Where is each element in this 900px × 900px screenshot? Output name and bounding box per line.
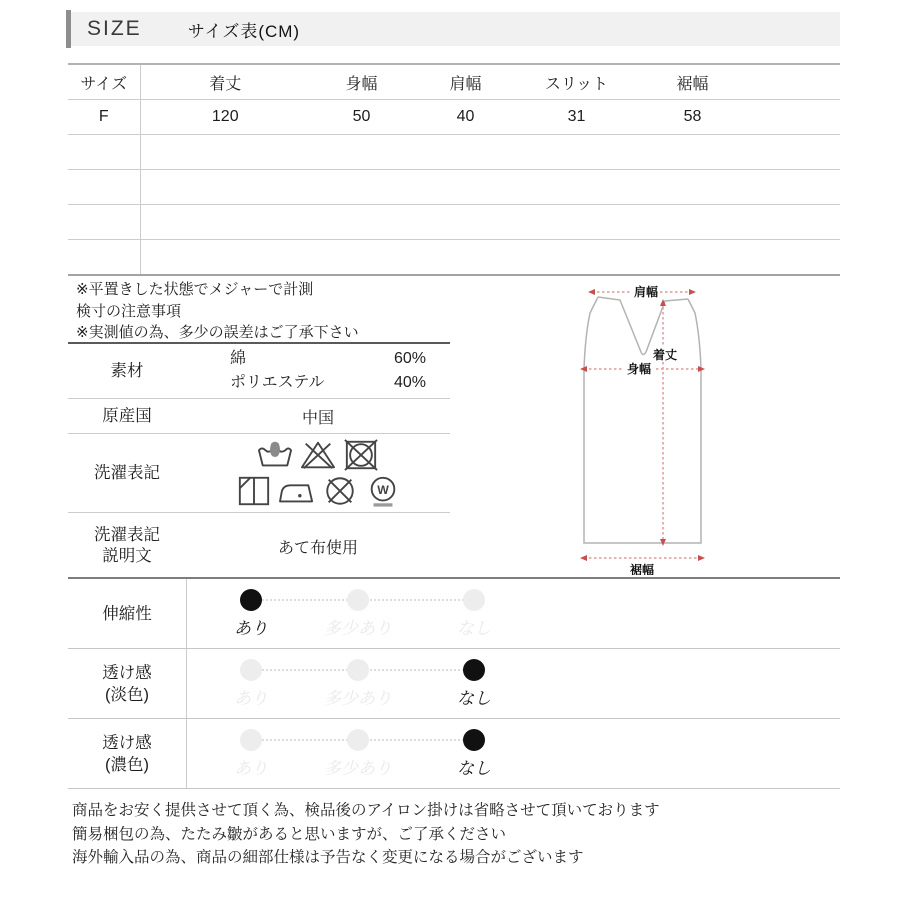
stretch-label: 伸縮性	[102, 604, 152, 623]
cell-shoulder: 40	[413, 100, 518, 135]
option-label: なし	[457, 619, 491, 638]
iron-low-heat-icon	[278, 474, 316, 508]
sheerness-light-row	[68, 649, 840, 719]
product-details-table	[68, 342, 450, 579]
material-row	[68, 344, 450, 399]
cell-slit: 31	[518, 100, 635, 135]
disclaimer-line: 商品をお安く提供させて頂く為、検品後のアイロン掛けは省略させて頂いております	[72, 802, 660, 819]
disclaimer-line: 簡易梱包の為、たたみ皺があると思いますが、ご了承ください	[72, 825, 507, 843]
measurement-notes	[76, 279, 359, 344]
col-header-hem: 裾幅	[635, 64, 750, 100]
option-dot	[463, 659, 485, 681]
garment-measurement-diagram	[510, 275, 840, 575]
origin-value: 中国	[301, 409, 334, 427]
col-header-length: 着丈	[140, 64, 310, 100]
option-dot	[240, 589, 262, 611]
option-ari	[234, 589, 268, 639]
length-label: 着丈	[652, 348, 678, 362]
col-header-shoulder: 肩幅	[413, 64, 518, 100]
section-header	[66, 10, 840, 48]
material-name: 綿	[230, 350, 247, 367]
col-header-slit: スリット	[518, 64, 635, 100]
size-table	[68, 63, 840, 276]
property-indicators	[68, 577, 840, 789]
no-tumble-dry-icon	[342, 438, 380, 472]
option-dot	[347, 659, 369, 681]
sheerness-dark-sublabel: (濃色)	[105, 755, 149, 774]
cell-hem: 58	[635, 100, 750, 135]
disclaimer-text	[72, 799, 660, 870]
care-symbols-label: 洗濯表記	[94, 463, 160, 482]
empty-row	[68, 205, 840, 240]
option-nashi	[457, 589, 491, 639]
material-percent: 40%	[393, 374, 426, 391]
option-label: あり	[234, 759, 268, 778]
shoulder-width-measure	[588, 284, 696, 299]
material-name: ポリエステル	[230, 374, 325, 391]
note-line: ※平置きした状態でメジャーで計測	[76, 281, 314, 298]
page-title: サイズ表(CM)	[187, 21, 301, 41]
col-header-body-width: 身幅	[310, 64, 413, 100]
stretch-row	[68, 579, 840, 649]
option-label: 多少あり	[324, 689, 392, 708]
option-label: なし	[457, 759, 491, 778]
vest-outline	[584, 297, 701, 543]
option-dot	[240, 659, 262, 681]
wet-clean-gentle-icon	[364, 474, 402, 508]
hem-width-label: 裾幅	[629, 563, 655, 575]
option-dot	[347, 729, 369, 751]
disclaimer-line: 海外輸入品の為、商品の細部仕様は予告なく変更になる場合がございます	[72, 849, 584, 866]
hem-width-measure	[580, 555, 705, 575]
origin-label: 原産国	[102, 406, 152, 425]
option-label: なし	[457, 689, 491, 708]
option-tashou-ari	[324, 589, 392, 639]
option-tashou-ari	[324, 659, 392, 709]
body-width-measure	[580, 361, 705, 376]
material-label: 素材	[110, 361, 144, 380]
origin-row	[68, 399, 450, 434]
material-item	[186, 347, 450, 371]
option-label: 多少あり	[324, 759, 392, 778]
care-symbols-row	[68, 434, 450, 513]
empty-row	[68, 170, 840, 205]
option-dot	[463, 729, 485, 751]
option-nashi	[457, 659, 491, 709]
option-dot	[240, 729, 262, 751]
no-dry-clean-icon	[321, 474, 359, 508]
option-label: 多少あり	[324, 619, 392, 638]
length-measure	[650, 299, 680, 546]
header-bar	[71, 12, 840, 46]
hand-wash-icon	[256, 438, 294, 472]
care-note-label-line1: 洗濯表記	[94, 526, 160, 544]
svg-text:W: W	[376, 482, 389, 497]
line-dry-in-shade-icon	[235, 474, 273, 508]
material-percent: 60%	[393, 350, 426, 367]
sheerness-dark-row	[68, 719, 840, 789]
header-badge: SIZE	[87, 17, 142, 40]
option-dot	[463, 589, 485, 611]
option-nashi	[457, 729, 491, 779]
option-ari	[234, 729, 268, 779]
size-table-header-row	[68, 64, 840, 100]
empty-row	[68, 135, 840, 170]
note-line: 検寸の注意事項	[76, 302, 182, 320]
shoulder-width-label: 肩幅	[633, 285, 659, 299]
col-header-size: サイズ	[68, 64, 140, 100]
sheerness-dark-label: 透け感	[102, 733, 152, 752]
option-ari	[234, 659, 268, 709]
no-bleach-icon	[299, 438, 337, 472]
cell-length: 120	[140, 100, 310, 135]
care-note-row	[68, 513, 450, 579]
option-tashou-ari	[324, 729, 392, 779]
vest-neckline	[598, 297, 688, 355]
empty-row	[68, 240, 840, 276]
option-dot	[347, 589, 369, 611]
cell-size: F	[68, 100, 140, 135]
note-line: ※実測値の為、多少の誤差はご了承下さい	[76, 324, 359, 341]
body-width-label: 身幅	[626, 362, 652, 376]
option-label: あり	[234, 619, 268, 638]
sheerness-light-sublabel: (淡色)	[105, 685, 149, 704]
sheerness-light-label: 透け感	[102, 663, 152, 682]
care-note-value: あて布使用	[277, 539, 358, 557]
material-item	[186, 371, 450, 395]
cell-body-width: 50	[310, 100, 413, 135]
care-note-label-line2: 説明文	[102, 547, 152, 565]
size-table-data-row	[68, 100, 840, 135]
option-label: あり	[234, 689, 268, 708]
